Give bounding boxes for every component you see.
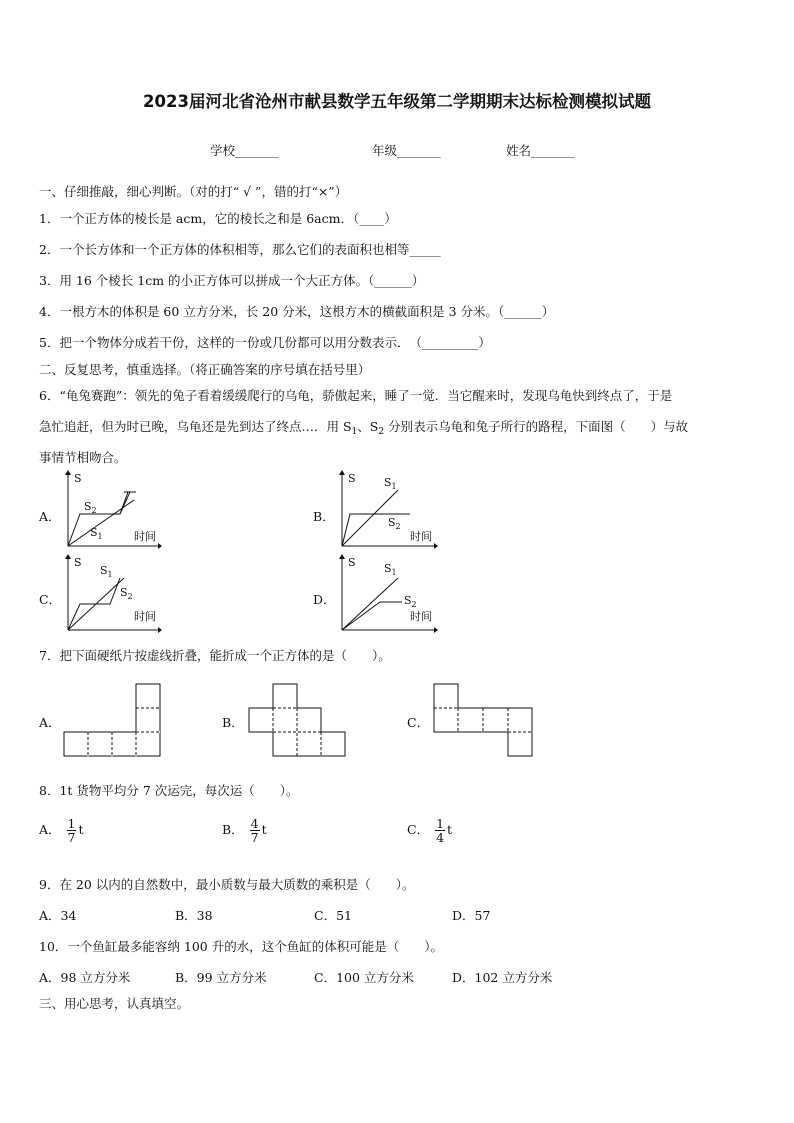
name-field[interactable]: 姓名_______ bbox=[506, 143, 575, 158]
denominator: 7 bbox=[250, 830, 259, 845]
page-title: 2023届河北省沧州市献县数学五年级第二学期期末达标检测模拟试题 bbox=[143, 92, 651, 111]
q6-option-d-label[interactable]: D． bbox=[313, 592, 336, 607]
school-field[interactable]: 学校_______ bbox=[210, 143, 279, 158]
question-2: 2．一个长方体和一个正方体的体积相等，那么它们的表面积也相等_____ bbox=[39, 242, 441, 257]
unit: t bbox=[78, 822, 84, 837]
q7-option-a-label[interactable]: A． bbox=[39, 715, 61, 730]
graph-a-s1-label: $S_1$ bbox=[90, 526, 103, 541]
q8-option-a-label: A． bbox=[39, 822, 61, 837]
q10-option-c[interactable]: C．100 立方分米 bbox=[314, 970, 414, 985]
q9-option-a[interactable]: A．34 bbox=[39, 908, 77, 923]
graph-b-x-label: 时间 bbox=[410, 530, 432, 543]
question-7: 7．把下面硬纸片按虚线折叠，能折成一个正方体的是（ ）。 bbox=[39, 648, 391, 663]
graph-b bbox=[336, 470, 440, 550]
section2-header: 二、反复思考，慎重选择。（将正确答案的序号填在括号里） bbox=[39, 362, 371, 377]
q10-option-a[interactable]: A．98 立方分米 bbox=[39, 970, 131, 985]
question-3: 3．用 16 个棱长 1cm 的小正方体可以拼成一个大正方体。（______） bbox=[39, 273, 425, 288]
graph-a-x-label: 时间 bbox=[134, 530, 156, 543]
q8-option-a[interactable] bbox=[39, 817, 84, 844]
numerator: 4 bbox=[250, 816, 259, 831]
graph-a-s2-label: $S_2$ bbox=[84, 500, 97, 515]
graph-b-y-label: S bbox=[348, 472, 356, 485]
q6-option-c-label[interactable]: C． bbox=[39, 592, 62, 607]
denominator: 7 bbox=[67, 830, 76, 845]
section3-header: 三、用心思考，认真填空。 bbox=[39, 996, 190, 1011]
cube-net-c bbox=[432, 682, 538, 758]
numerator: 1 bbox=[67, 816, 76, 831]
unit: t bbox=[447, 822, 453, 837]
unit: t bbox=[261, 822, 267, 837]
numerator: 1 bbox=[436, 816, 445, 831]
fraction bbox=[435, 817, 445, 844]
graph-d-s2-label: $S_2$ bbox=[404, 594, 417, 609]
fraction bbox=[250, 817, 260, 844]
graph-d-s1-label: $S_1$ bbox=[384, 562, 397, 577]
cube-net-a bbox=[63, 682, 165, 758]
graph-a-y-label: S bbox=[74, 472, 82, 485]
denominator: 4 bbox=[436, 830, 445, 845]
question-1: 1．一个正方体的棱长是 acm，它的棱长之和是 6acm．（____） bbox=[39, 211, 397, 226]
graph-a bbox=[62, 470, 162, 550]
question-5: 5．把一个物体分成若干份，这样的一份或几份都可以用分数表示． （_________） bbox=[39, 335, 491, 350]
graph-b-s1-label: $S_1$ bbox=[384, 476, 397, 491]
question-9: 9．在 20 以内的自然数中，最小质数与最大质数的乘积是（ ）。 bbox=[39, 877, 415, 892]
section1-header: 一、仔细推敲，细心判断。（对的打“ √ ”，错的打“×”） bbox=[39, 184, 348, 199]
q8-option-c-label: C． bbox=[407, 822, 430, 837]
q9-option-d[interactable]: D．57 bbox=[452, 908, 491, 923]
q8-option-b-label: B． bbox=[222, 822, 244, 837]
question-4: 4．一根方木的体积是 60 立方分米，长 20 分米，这根方木的横截面积是 3 分米。（______） bbox=[39, 304, 555, 319]
graph-d-x-label: 时间 bbox=[410, 610, 432, 623]
grade-field[interactable]: 年级_______ bbox=[372, 143, 441, 158]
question-6-line2 bbox=[39, 417, 688, 437]
graph-c-y-label: S bbox=[74, 556, 82, 569]
q7-option-b-label[interactable]: B． bbox=[222, 715, 244, 730]
q7-option-c-label[interactable]: C． bbox=[407, 715, 430, 730]
q6-sub1: 1 bbox=[351, 427, 358, 437]
graph-c-s2-label: $S_2$ bbox=[120, 586, 133, 601]
graph-d bbox=[336, 554, 440, 634]
q9-option-b[interactable]: B．38 bbox=[175, 908, 213, 923]
q9-option-c[interactable]: C．51 bbox=[314, 908, 352, 923]
q6-option-a-label[interactable]: A． bbox=[39, 509, 61, 524]
question-6-line3: 事情节相吻合。 bbox=[39, 450, 127, 465]
graph-c-s1-label: $S_1$ bbox=[100, 564, 113, 579]
question-6-line1: 6．“龟兔赛跑”：领先的兔子看着缓缓爬行的乌龟，骄傲起来，睡了一觉．当它醒来时，发现乌龟快到终点了，于是 bbox=[39, 388, 673, 403]
question-10: 10．一个鱼缸最多能容纳 100 升的水，这个鱼缸的体积可能是（ ）。 bbox=[39, 939, 443, 954]
q6-option-b-label[interactable]: B． bbox=[313, 509, 335, 524]
graph-c bbox=[62, 554, 162, 634]
question-8: 8．1t 货物平均分 7 次运完，每次运（ ）。 bbox=[39, 783, 299, 798]
graph-b-s2-label: $S_2$ bbox=[388, 516, 401, 531]
q6-text-b: 、S bbox=[357, 419, 379, 434]
cube-net-b bbox=[248, 682, 352, 758]
q8-option-c[interactable] bbox=[407, 817, 452, 844]
q6-sub2: 2 bbox=[378, 427, 385, 437]
graph-d-y-label: S bbox=[348, 556, 356, 569]
q6-text-a: 急忙追赶，但为时已晚，乌龟还是先到达了终点…．用 S bbox=[39, 419, 352, 434]
q10-option-d[interactable]: D．102 立方分米 bbox=[452, 970, 553, 985]
q8-option-b[interactable] bbox=[222, 817, 267, 844]
q10-option-b[interactable]: B．99 立方分米 bbox=[175, 970, 267, 985]
q6-text-c: 分别表示乌龟和兔子所行的路程，下面图（ ）与故 bbox=[384, 419, 689, 434]
graph-c-x-label: 时间 bbox=[134, 610, 156, 623]
fraction bbox=[67, 817, 77, 844]
